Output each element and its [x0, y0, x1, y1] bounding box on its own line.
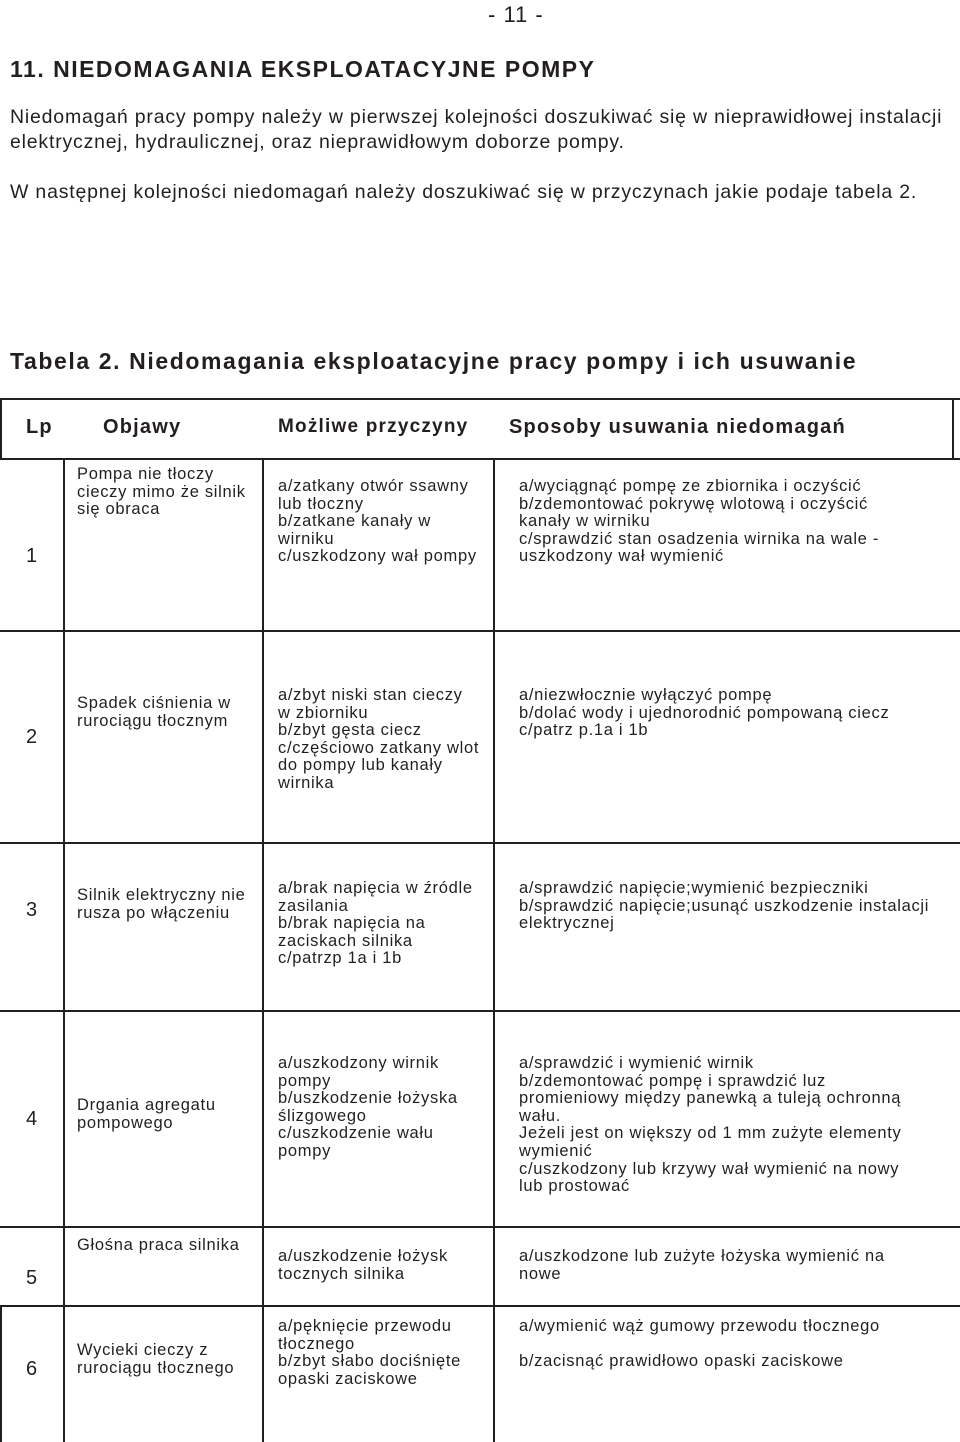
- remedy-cell: a/wymienić wąż gumowy przewodu tłocznego b/zacisnąć prawidłowo opaski zaciskowe: [519, 1317, 880, 1371]
- table-rule-row3: [0, 1010, 960, 1012]
- header-sposoby: Sposoby usuwania niedomagań: [509, 416, 846, 438]
- row-number: 5: [26, 1267, 38, 1289]
- remedy-cell: a/sprawdzić i wymienić wirnik b/zdemontować pompę i sprawdzić luz promieniowy między panewką a tuleją ochronną wału. Jeżeli jest on większy od 1 mm zużyte elementy wymienić c/uszkodzony lub krzywy wał wymienić na nowy lub prostować: [519, 1054, 902, 1196]
- symptom-cell: Spadek ciśnienia w rurociągu tłocznym: [77, 694, 231, 730]
- header-przyczyny: Możliwe przyczyny: [278, 416, 469, 437]
- cause-cell: a/zbyt niski stan cieczy w zbiorniku b/zbyt gęsta ciecz c/częściowo zatkany wlot do pompy lub kanały wirnika: [278, 686, 480, 792]
- cause-cell: a/uszkodzenie łożysk tocznych silnika: [278, 1247, 448, 1283]
- table-rule-row1: [0, 630, 960, 632]
- table-rule-objawy: [63, 458, 65, 1442]
- row-number: 3: [26, 899, 38, 921]
- table-rule-top: [0, 398, 960, 400]
- table-rule-right: [952, 398, 954, 458]
- section-heading: 11. NIEDOMAGANIA EKSPLOATACYJNE POMPY: [10, 56, 596, 82]
- row-number: 1: [26, 545, 38, 567]
- remedy-cell: a/wyciągnąć pompę ze zbiornika i oczyścić b/zdemontować pokrywę wlotową i oczyścić kanały w wirniku c/sprawdzić stan osadzenia wirnika na wale - uszkodzony wał wymienić: [519, 477, 880, 566]
- table-caption: Tabela 2. Niedomagania eksploatacyjne pracy pompy i ich usuwanie: [10, 348, 858, 374]
- table-rule-row4: [0, 1226, 960, 1228]
- symptom-cell: Głośna praca silnika: [77, 1236, 240, 1254]
- remedy-cell: a/uszkodzone lub zużyte łożyska wymienić na nowe: [519, 1247, 885, 1283]
- table-rule-header: [0, 458, 960, 460]
- header-objawy: Objawy: [103, 416, 182, 438]
- symptom-cell: Silnik elektryczny nie rusza po włączeniu: [77, 886, 246, 922]
- header-lp: Lp: [26, 416, 53, 438]
- table-rule-row5: [0, 1305, 960, 1307]
- remedy-cell: a/sprawdzić napięcie;wymienić bezpieczniki b/sprawdzić napięcie;usunąć uszkodzenie instalacji elektrycznej: [519, 879, 930, 933]
- table-rule-sposoby: [493, 458, 495, 1442]
- row-number: 4: [26, 1108, 38, 1130]
- table-rule-left-body: [0, 1305, 2, 1442]
- row-number: 6: [26, 1358, 38, 1380]
- table-rule-row2: [0, 842, 960, 844]
- cause-cell: a/brak napięcia w źródle zasilania b/brak napięcia na zaciskach silnika c/patrzp 1a i 1b: [278, 879, 473, 968]
- table-rule-przyczyny: [262, 458, 264, 1442]
- table-rule-left-header: [0, 398, 2, 458]
- intro-paragraph: Niedomagań pracy pompy należy w pierwszej kolejności doszukiwać się w nieprawidłowej instalacji elektrycznej, hydraulicznej, oraz nieprawidłowym doborze pompy.: [10, 106, 943, 153]
- symptom-cell: Pompa nie tłoczy cieczy mimo że silnik się obraca: [77, 465, 246, 519]
- remedy-cell: a/niezwłocznie wyłączyć pompę b/dolać wody i ujednorodnić pompowaną ciecz c/patrz p.1a i 1b: [519, 686, 890, 740]
- cause-cell: a/uszkodzony wirnik pompy b/uszkodzenie łożyska ślizgowego c/uszkodzenie wału pompy: [278, 1054, 458, 1160]
- row-number: 2: [26, 726, 38, 748]
- second-paragraph: W następnej kolejności niedomagań należy doszukiwać się w przyczynach jakie podaje tabela 2.: [10, 181, 918, 203]
- page-number: - 11 -: [488, 2, 544, 27]
- symptom-cell: Wycieki cieczy z rurociągu tłocznego: [77, 1341, 235, 1377]
- cause-cell: a/zatkany otwór ssawny lub tłoczny b/zatkane kanały w wirniku c/uszkodzony wał pompy: [278, 477, 477, 566]
- cause-cell: a/pęknięcie przewodu tłocznego b/zbyt słabo dociśnięte opaski zaciskowe: [278, 1317, 462, 1388]
- symptom-cell: Drgania agregatu pompowego: [77, 1096, 216, 1132]
